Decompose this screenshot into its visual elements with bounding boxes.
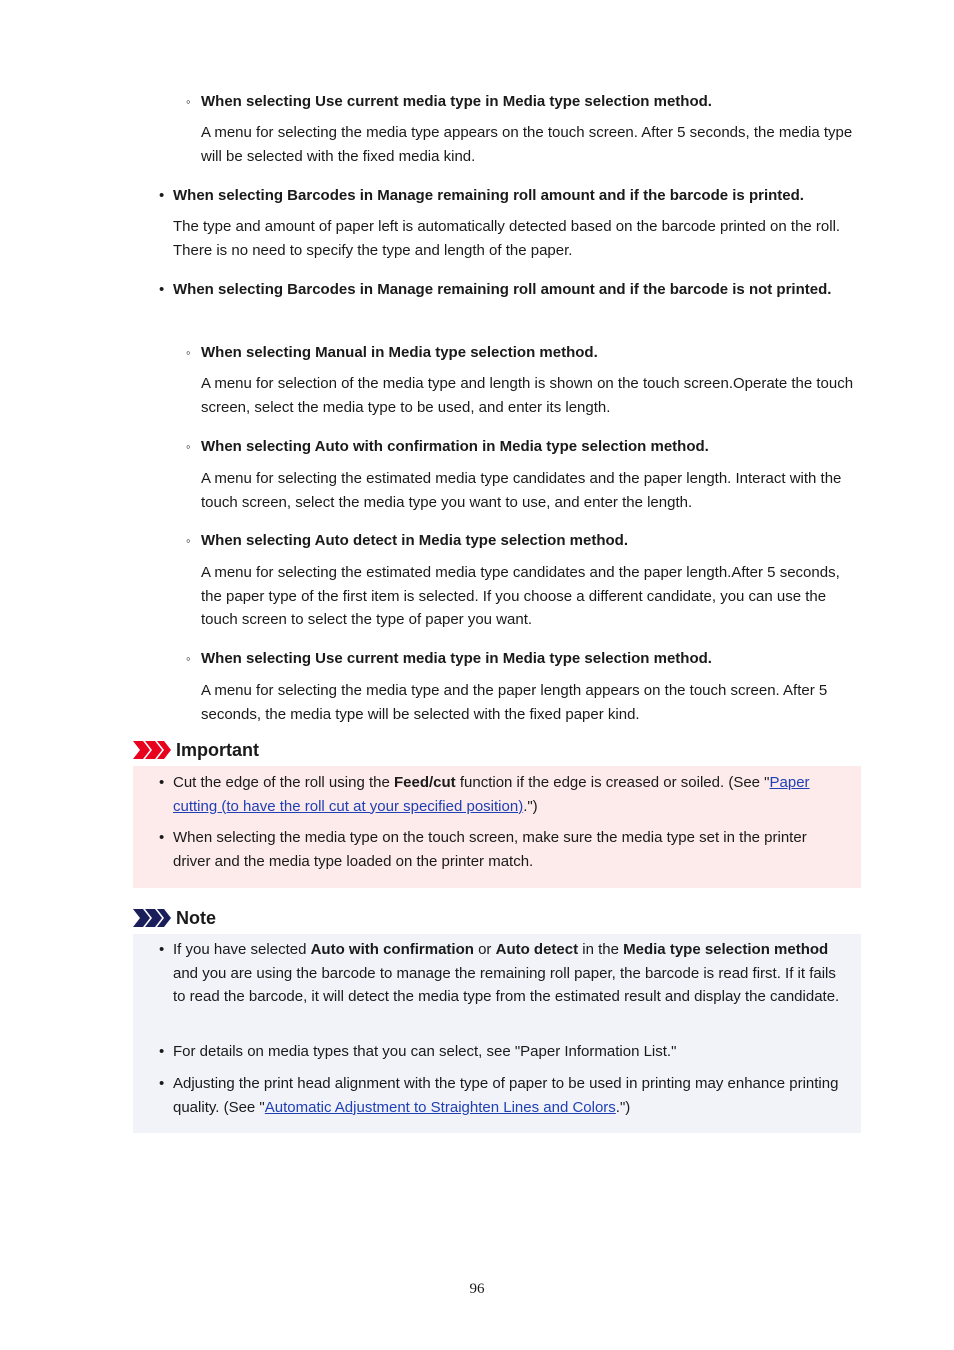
section-heading: When selecting Auto detect in Media type selection method. [201, 532, 629, 549]
bullet-icon: • [159, 774, 165, 791]
important-box [133, 766, 861, 888]
note-box [133, 934, 861, 1133]
section-heading: When selecting Barcodes in Manage remaining roll amount and if the barcode is printed. [173, 187, 804, 204]
note-item-2: For details on media types that you can select, see "Paper Information List." [173, 1043, 677, 1060]
important-chevron-icon [133, 741, 173, 759]
bullet-icon: • [159, 829, 165, 846]
section-heading: When selecting Barcodes in Manage remaining roll amount and if the barcode is not printed. [173, 281, 832, 298]
section-body: A menu for selecting the estimated media type candidates and the paper length.After 5 seconds, the paper type of the first item is selected. If you choose a different candidate, you can use the touch screen to select the type of paper you want. [201, 564, 840, 628]
note-item-1: If you have selected Auto with confirmation or Auto detect in the Media type selection method and you are using the barcode to manage the remaining roll paper, the barcode is read first. If it fails to read the barcode, it will detect the media type from the estimated result and display the candidate. [173, 941, 840, 1005]
section-body: A menu for selecting the media type appears on the touch screen. After 5 seconds, the media type will be selected with the fixed media kind. [201, 124, 853, 165]
note-item-3: Adjusting the print head alignment with the type of paper to be used in printing may enhance printing quality. (See "Automatic Adjustment to Straighten Lines and Colors.") [173, 1075, 839, 1116]
section-body: The type and amount of paper left is automatically detected based on the barcode printed on the roll. There is no need to specify the type and length of the paper. [173, 218, 841, 259]
bullet-icon: • [159, 281, 165, 298]
bullet-icon: • [159, 941, 165, 958]
section-heading: When selecting Auto with confirmation in Media type selection method. [201, 438, 709, 455]
important-item-1: Cut the edge of the roll using the Feed/cut function if the edge is creased or soiled. (See "Paper cutting (to have the roll cut at your specified position).") [173, 774, 810, 815]
section-heading: When selecting Manual in Media type selection method. [201, 344, 598, 361]
sub-bullet-icon: ◦ [186, 345, 191, 360]
important-title: Important [176, 740, 259, 760]
sub-bullet-icon: ◦ [186, 439, 191, 454]
auto-adjustment-link[interactable]: Automatic Adjustment to Straighten Lines and Colors [264, 1098, 616, 1116]
sub-bullet-icon: ◦ [186, 651, 191, 666]
bullet-icon: • [159, 1043, 165, 1060]
bullet-icon: • [159, 1075, 165, 1092]
page-number: 96 [469, 1281, 485, 1297]
section-heading: When selecting Use current media type in Media type selection method. [201, 650, 712, 667]
section-heading: When selecting Use current media type in Media type selection method. [201, 93, 712, 110]
section-body: A menu for selecting the media type and the paper length appears on the touch screen. After 5 seconds, the media type will be selected with the fixed paper kind. [201, 682, 828, 723]
important-item-2: When selecting the media type on the touch screen, make sure the media type set in the printer driver and the media type loaded on the printer match. [173, 829, 807, 870]
note-title: Note [176, 908, 216, 928]
sub-bullet-icon: ◦ [186, 533, 191, 548]
section-body: A menu for selection of the media type and length is shown on the touch screen.Operate the touch screen, select the media type to be used, and enter its length. [201, 375, 854, 416]
bullet-icon: • [159, 187, 165, 204]
sub-bullet-icon: ◦ [186, 94, 191, 109]
section-body: A menu for selecting the estimated media type candidates and the paper length. Interact with the touch screen, select the media type you want to use, and enter the length. [201, 470, 842, 511]
note-chevron-icon [133, 909, 173, 927]
paper-cutting-link[interactable]: Paper cutting (to have the roll cut at your specified position) [173, 774, 810, 815]
